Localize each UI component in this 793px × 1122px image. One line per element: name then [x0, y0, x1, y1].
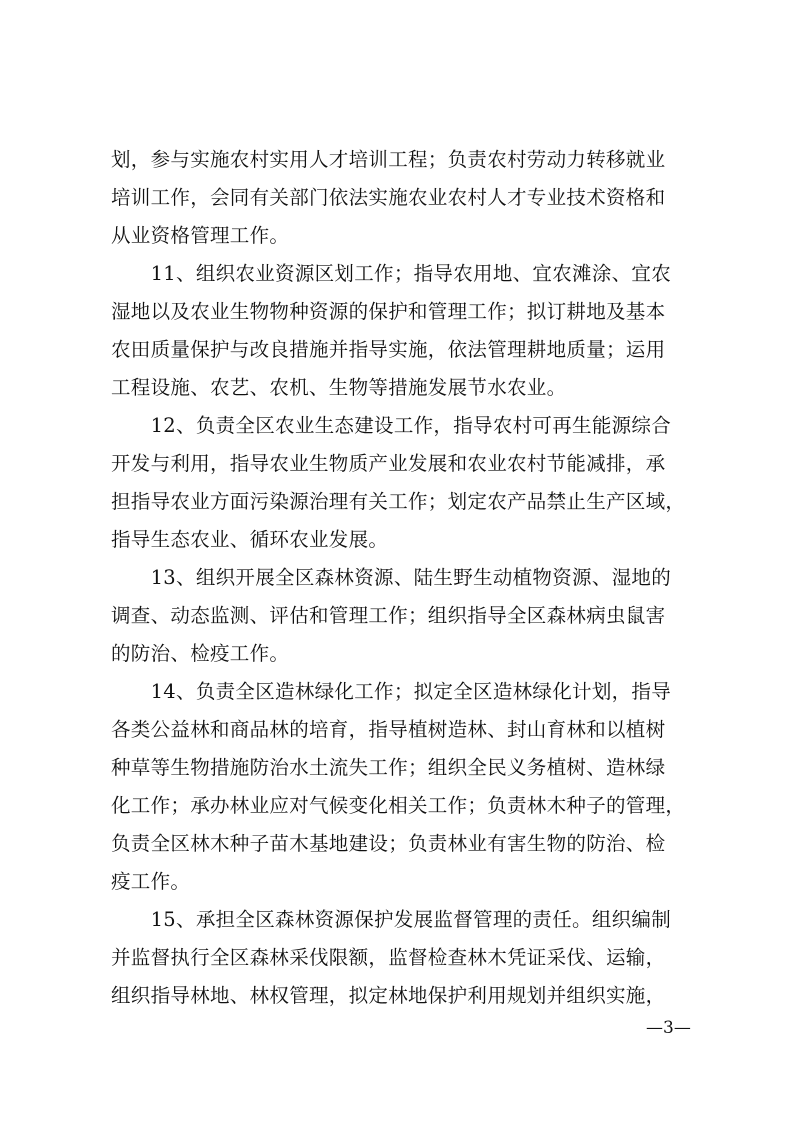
text-line: 指导生态农业、循环农业发展。: [111, 528, 389, 551]
text-line: 13、组织开展全区森林资源、陆生野生动植物资源、湿地的: [111, 566, 672, 589]
text-line: 并监督执行全区森林采伐限额，监督检查林木凭证采伐、运输，: [111, 946, 666, 969]
text-line: 开发与利用，指导农业生物质产业发展和农业农村节能减排，承: [111, 452, 666, 475]
text-line: 组织指导林地、林权管理，拟定林地保护利用规划并组织实施，: [111, 984, 666, 1007]
text-line: 12、负责全区农业生态建设工作，指导农村可再生能源综合: [111, 414, 672, 437]
text-line: 负责全区林木种子苗木基地建设；负责林业有害生物的防治、检: [111, 832, 666, 855]
text-line: 的防治、检疫工作。: [111, 642, 290, 665]
text-line: 15、承担全区森林资源保护发展监督管理的责任。组织编制: [111, 908, 672, 931]
text-line: 化工作；承办林业应对气候变化相关工作；负责林木种子的管理，: [111, 794, 686, 817]
text-line: 调查、动态监测、评估和管理工作；组织指导全区森林病虫鼠害: [111, 604, 666, 627]
text-line: 农田质量保护与改良措施并指导实施，依法管理耕地质量；运用: [111, 338, 666, 361]
text-line: 疫工作。: [111, 870, 191, 893]
text-line: 担指导农业方面污染源治理有关工作；划定农产品禁止生产区域，: [111, 490, 686, 513]
text-line: 湿地以及农业生物物种资源的保护和管理工作；拟订耕地及基本: [111, 300, 666, 323]
text-line: 工程设施、农艺、农机、生物等措施发展节水农业。: [111, 376, 567, 399]
text-line: 种草等生物措施防治水土流失工作；组织全民义务植树、造林绿: [111, 756, 666, 779]
text-line: 11、组织农业资源区划工作；指导农用地、宜农滩涂、宜农: [111, 262, 672, 285]
text-line: 从业资格管理工作。: [111, 224, 290, 247]
text-line: 各类公益林和商品林的培育，指导植树造林、封山育林和以植树: [111, 718, 666, 741]
text-line: 培训工作，会同有关部门依法实施农业农村人才专业技术资格和: [111, 186, 666, 209]
page-number: —3—: [646, 1018, 691, 1038]
text-line: 划，参与实施农村实用人才培训工程；负责农村劳动力转移就业: [111, 148, 666, 171]
text-line: 14、负责全区造林绿化工作；拟定全区造林绿化计划，指导: [111, 680, 672, 703]
